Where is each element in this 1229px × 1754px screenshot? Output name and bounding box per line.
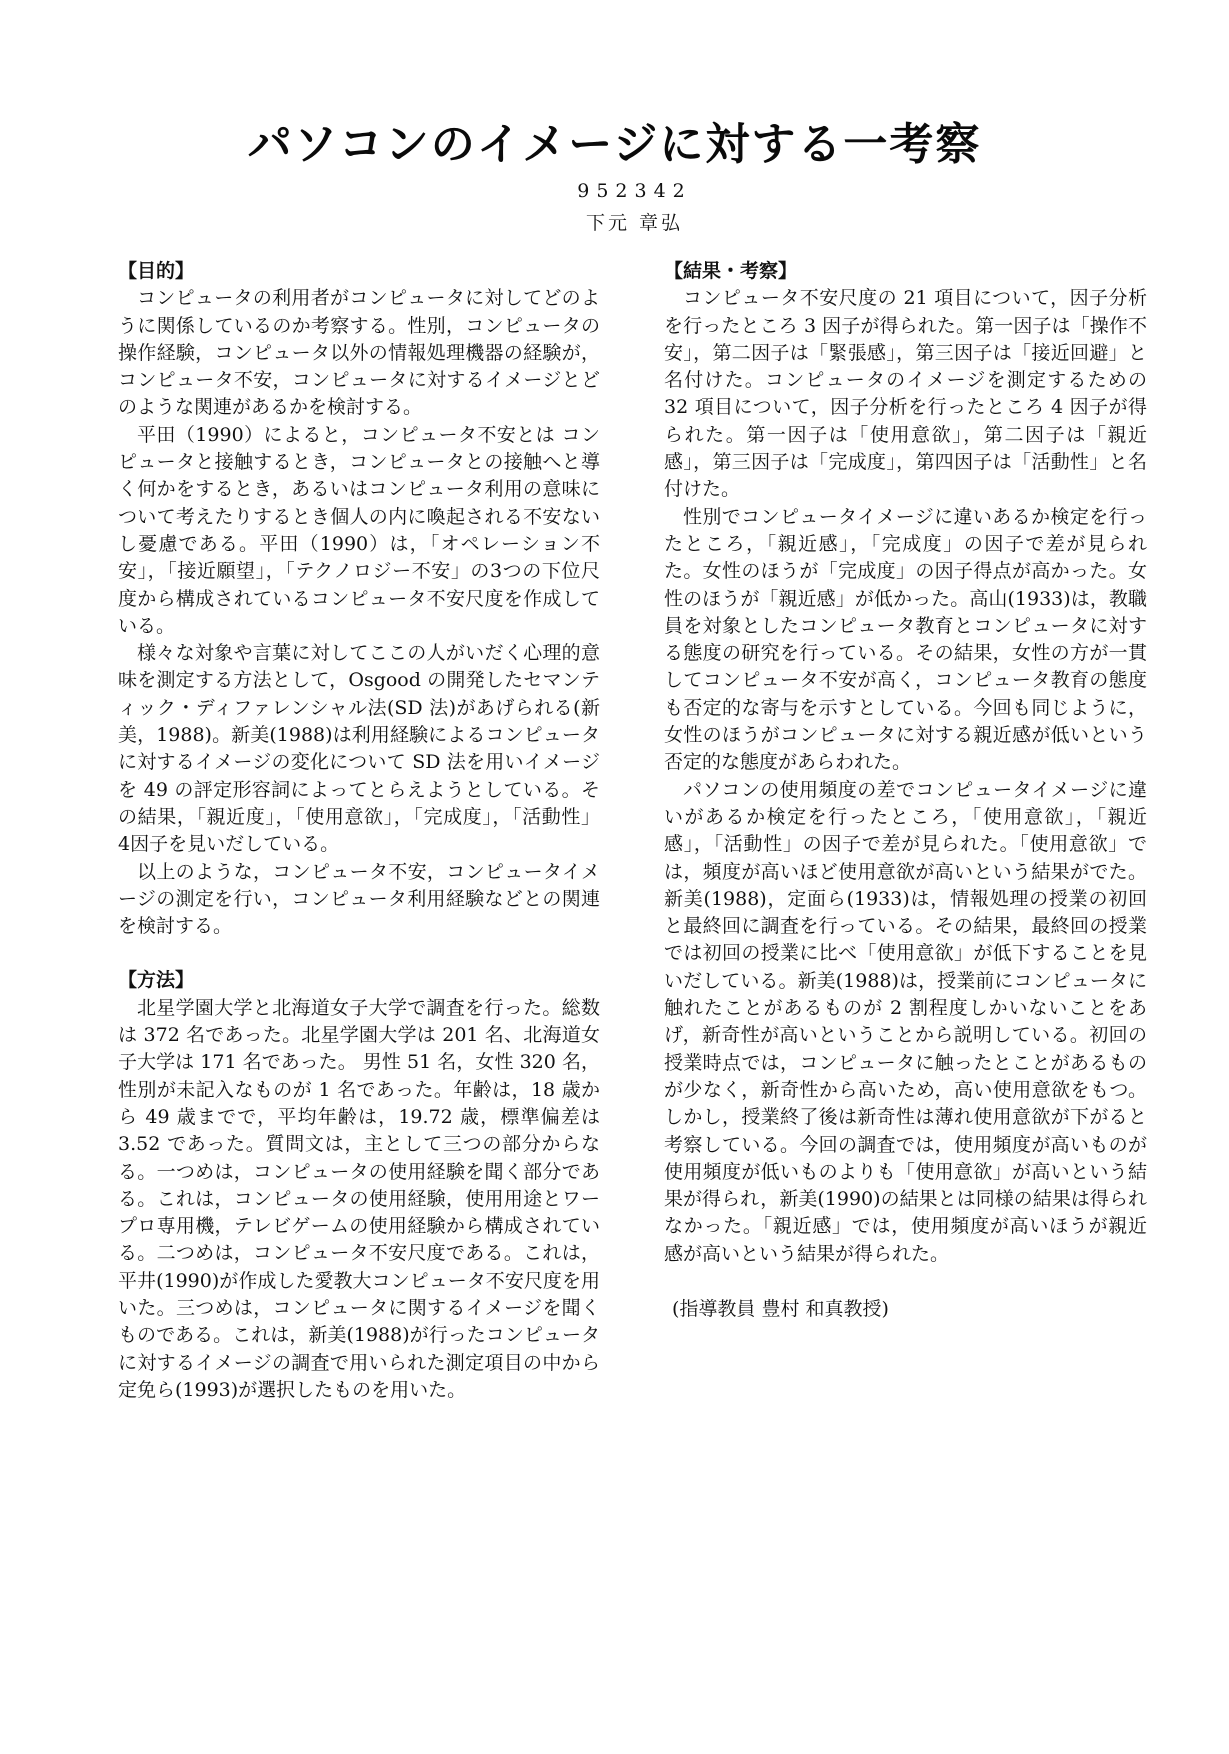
results-heading: 【結果・考察】 [664, 260, 798, 282]
section-spacer [118, 940, 600, 967]
purpose-paragraph-4: 以上のような，コンピュータ不安，コンピュータイメージの測定を行い，コンピュータ利用経験などとの関連を検討する。 [118, 860, 600, 938]
results-paragraph-3: パソコンの使用頻度の差でコンピュータイメージに違いがあるか検定を行ったところ，「使用意欲」，「親近感」，「活動性」の因子で差が見られた。「使用意欲」では，頻度が高いほど使用意欲が高いという結果がでた。新美(1988)，定面ら(1933)は，情報処理の授業の初回と最終回に調査を行っている。その結果，最終回の授業では初回の授業に比べ「使用意欲」が低下することを見いだしている。新美(1988)は，授業前にコンピュータに触れたことがあるものが 2 割程度しかいないことをあげ，新奇性が高いということから説明している。初回の授業時点では，コンピュータに触ったとことがあるものが少なく，新奇性から高いため，高い使用意欲をもつ。しかし，授業終了後は新奇性は薄れ使用意欲が下がると考察している。今回の調査では，使用頻度が高いものが使用頻度が低いものよりも「使用意欲」が高いという結果が得られ，新美(1990)の結果とは同様の結果は得られなかった。「親近感」では，使用頻度が高いほうが親近感が高いという結果が得られた。 [664, 778, 1147, 1265]
purpose-heading: 【目的】 [118, 260, 195, 282]
student-id: 952342 [577, 180, 692, 202]
advisor-signature: (指導教員 豊村 和真教授) [672, 1297, 889, 1320]
purpose-paragraph-2: 平田（1990）によると，コンピュータ不安とは コンピュータと接触するとき，コンピュータとの接触へと導く何かをするとき，あるいはコンピュータ利用の意味について考えたりするとき個人の内に喚起される不安ないし憂慮である。平田（1990）は，「オペレーション不安」，「接近願望」，「テクノロジー不安」の3つの下位尺度から構成されているコンピュータ不安尺度を作成している。 [118, 423, 600, 637]
page-title: パソコンのイメージに対する一考察 [247, 119, 982, 170]
method-paragraph-1: 北星学園大学と北海道女子大学で調査を行った。総数は 372 名であった。北星学園大学は 201 名、北海道女子大学は 171 名であった。 男性 51 名，女性 320 名，性別が未記入なものが 1 名であった。年齢は，18 歳から 49 歳までで，平均年齢は，19.72 歳，標準偏差は 3.52 であった。質問文は，主として三つの部分からなる。一つめは，コンピュータの使用経験を聞く部分である。これは，コンピュータの使用経験，使用用途とワープロ専用機，テレビゲームの使用経験から構成されている。二つめは，コンピュータ不安尺度である。これは，平井(1990)が作成した愛教大コンピュータ不安尺度を用いた。三つめは，コンピュータに関するイメージを聞くものである。これは，新美(1988)が行ったコンピュータに対するイメージの調査で用いられた測定項目の中から定免ら(1993)が選択したものを用いた。 [118, 996, 600, 1401]
purpose-paragraph-3: 様々な対象や言葉に対してここの人がいだく心理的意味を測定する方法として，Osgood の開発したセマンティック・ディファレンシャル法(SD 法)があげられる(新美，1988)。新美(1988)は利用経験によるコンピュータに対するイメージの変化について SD 法を用いイメージを 49 の評定形容詞によってとらえようとしている。その結果，「親近度」，「使用意欲」，「完成度」，「活動性」 4因子を見いだしている。 [118, 642, 600, 856]
left-column [118, 258, 600, 1404]
purpose-paragraph-1: コンピュータの利用者がコンピュータに対してどのように関係しているのか考察する。性別，コンピュータの操作経験，コンピュータ以外の情報処理機器の経験が，コンピュータ不安，コンピュータに対するイメージとどのような関連があるかを検討する。 [118, 287, 600, 419]
method-heading: 【方法】 [118, 969, 195, 992]
author-name: 下元 章弘 [585, 212, 684, 234]
right-column [664, 258, 1147, 1342]
results-paragraph-1: コンピュータ不安尺度の 21 項目について，因子分析を行ったところ 3 因子が得られた。第一因子は「操作不安」，第二因子は「緊張感」，第三因子は「接近回避」と名付けた。コンピュータのイメージを測定するための 32 項目について，因子分析を行ったところ 4 因子が得られた。第一因子は「使用意欲」，第二因子は「親近感」，第三因子は「完成度」，第四因子は「活動性」と名付けた。 [664, 287, 1147, 501]
results-paragraph-2: 性別でコンピュータイメージに違いあるか検定を行ったところ，「親近感」，「完成度」の因子で差が見られた。女性のほうが「完成度」の因子得点が高かった。女性のほうが「親近感」が低かった。高山(1933)は，教職員を対象としたコンピュータ教育とコンピュータに対する態度の研究を行っている。その結果，女性の方が一貫してコンピュータ不安が高く，コンピュータ教育の態度も否定的な寄与を示すとしている。今回も同じように，女性のほうがコンピュータに対する親近感が低いという否定的な態度があらわれた。 [664, 505, 1147, 774]
